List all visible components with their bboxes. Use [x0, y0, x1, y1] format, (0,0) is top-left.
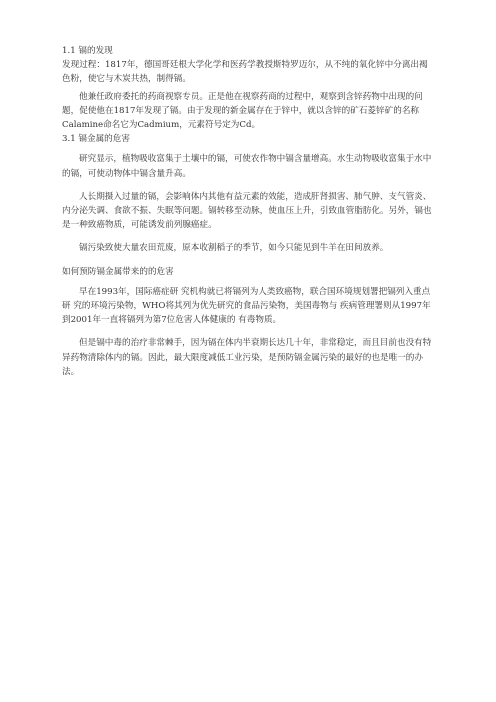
paragraph-farmland-pollution: 镉污染致使大量农田荒废，原本收割稻子的季节，如今只能见到牛羊在田间放养。	[79, 243, 389, 254]
section-heading-cadmium-discovery: 1.1 镉的发现	[62, 46, 113, 56]
section-heading-prevention: 如何预防镉金属带来的的危害	[62, 266, 174, 277]
document-body	[62, 44, 434, 379]
paragraph-health-effects: 人长期摄入过量的镉，会影响体内其他有益元素的效能，造成肝肾损害、肺气肿、支气管炎、内分泌失调、食欲不振、失眠等问题。镉转移至动脉，使血压上升，引致血管脂肪化。另外，镉也是一种致癌物质，可能诱发前列腺癌症。	[62, 191, 432, 231]
paragraph-bioaccumulation: 研究显示，植物吸收富集于土壤中的镉，可使农作物中镉含量增高。水生动物吸收富集于水中的镉，可使动物体中镉含量升高。	[62, 154, 432, 179]
paragraph-prevention-method: 但是镉中毒的治疗非常棘手，因为镉在体内半衰期长达几十年，非常稳定，而且目前也没有特异药物清除体内的镉。因此，最大限度减低工业污染，是预防镉金属污染的最好的也是唯一的办法。	[62, 338, 432, 377]
paragraph-discovery-details: 他兼任政府委托的药商视察专员。正是他在视察药商的过程中，观察到含锌药物中出现的问题，促使他在1817年发现了镉。由于发现的新金属存在于锌中，就以含锌的矿石菱锌矿的名称Calamine命名它为Cadmium，元素符号定为Cd。	[62, 91, 423, 131]
section-heading-cadmium-hazards: 3.1 镉金属的危害	[62, 134, 130, 145]
paragraph-discovery-process: 发现过程：1817年，德国哥廷根大学化学和医药学教授斯特罗迈尔，从不纯的氧化锌中分离出褐色粉，使它与木炭共热，制得镉。	[62, 60, 428, 85]
paragraph-carcinogen-classification: 早在1993年，国际癌症研 究机构就已将镉列为人类致癌物，联合国环境规划署把镉列入重点研 究的环境污染物，WHO将其列为优先研究的食品污染物，美国毒物与 疾病管理署则从1997年到2001年一直将镉列为第7位危害人体健康的 有毒物质。	[62, 286, 431, 326]
